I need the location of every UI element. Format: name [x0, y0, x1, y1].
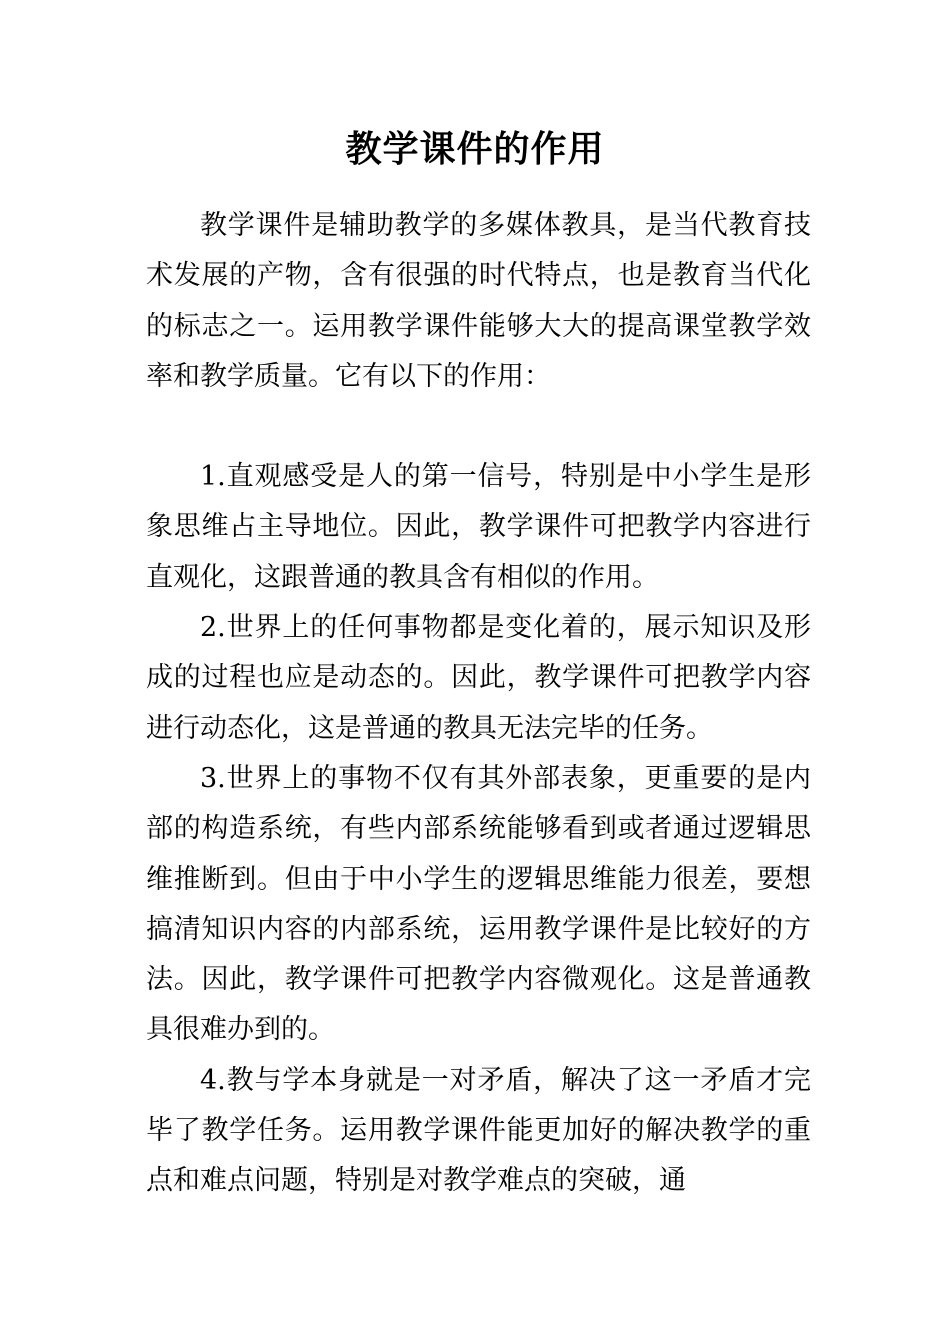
- document-body: [146, 201, 811, 1207]
- point-1-paragraph: 1.直观感受是人的第一信号，特别是中小学生是形象思维占主导地位。因此，教学课件可把教学内容进行直观化，这跟普通的教具含有相似的作用。: [146, 461, 811, 593]
- document-title: 教学课件的作用: [345, 128, 605, 170]
- point-2-paragraph: 2.世界上的任何事物都是变化着的，展示知识及形成的过程也应是动态的。因此，教学课件可把教学内容进行动态化，这是普通的教具无法完毕的任务。: [146, 612, 811, 744]
- point-4-paragraph: 4.教与学本身就是一对矛盾，解决了这一矛盾才完毕了教学任务。运用教学课件能更加好的解决教学的重点和难点问题，特别是对教学难点的突破，通: [146, 1064, 811, 1197]
- point-3-paragraph: 3.世界上的事物不仅有其外部表象，更重要的是内部的构造系统，有些内部系统能够看到或者通过逻辑思维推断到。但由于中小学生的逻辑思维能力很差，要想搞清知识内容的内部系统，运用教学课件是比较好的方法。因此，教学课件可把教学内容微观化。这是普通教具很难办到的。: [146, 762, 811, 1046]
- intro-paragraph: 教学课件是辅助教学的多媒体教具，是当代教育技术发展的产物，含有很强的时代特点，也是教育当代化的标志之一。运用教学课件能够大大的提高课堂教学效率和教学质量。它有以下的作用：: [146, 210, 811, 392]
